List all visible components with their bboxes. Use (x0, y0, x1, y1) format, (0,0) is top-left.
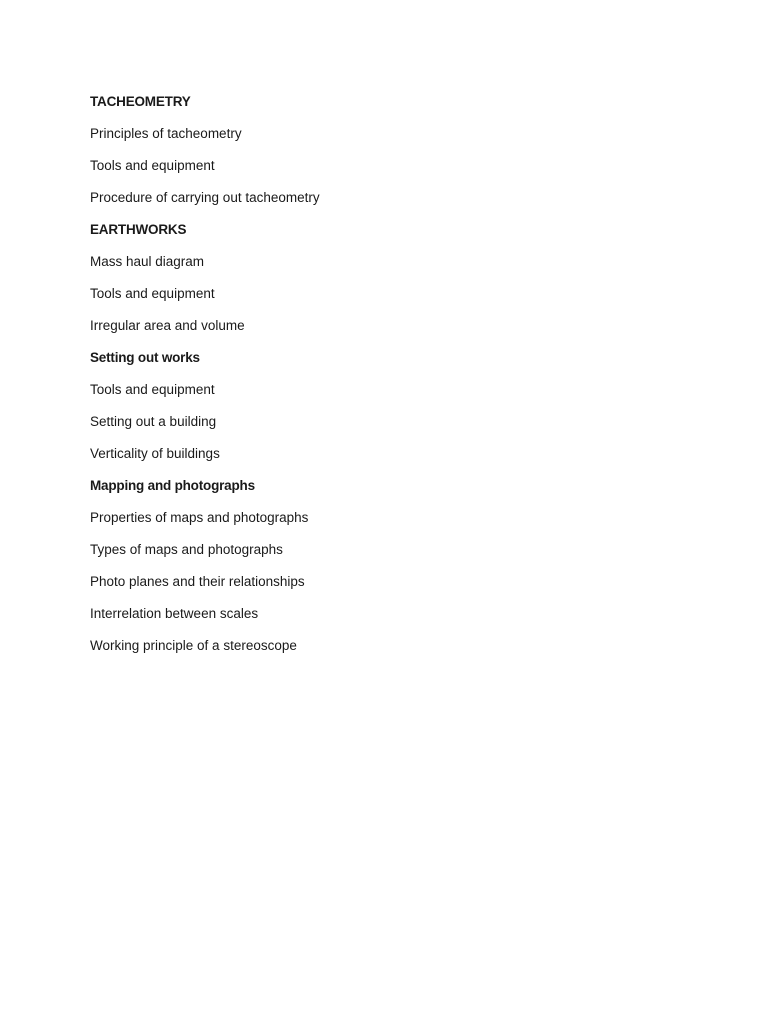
list-item: Principles of tacheometry (90, 126, 242, 141)
list-item: Properties of maps and photographs (90, 510, 309, 525)
list-item: Working principle of a stereoscope (90, 638, 297, 653)
list-item: Photo planes and their relationships (90, 574, 305, 589)
list-item: Procedure of carrying out tacheometry (90, 190, 320, 205)
list-item: Setting out a building (90, 414, 217, 429)
document-body (90, 92, 690, 668)
section-heading-earthworks: EARTHWORKS (90, 222, 187, 237)
section-heading-setting-out-works: Setting out works (90, 350, 200, 365)
list-item: Tools and equipment (90, 382, 215, 397)
list-item: Verticality of buildings (90, 446, 220, 461)
section-heading-mapping-and-photographs: Mapping and photographs (90, 478, 255, 493)
list-item: Tools and equipment (90, 286, 215, 301)
list-item: Tools and equipment (90, 158, 215, 173)
list-item: Mass haul diagram (90, 254, 205, 269)
list-item: Interrelation between scales (90, 606, 259, 621)
list-item: Irregular area and volume (90, 318, 245, 333)
list-item: Types of maps and photographs (90, 542, 283, 557)
section-heading-tacheometry: TACHEOMETRY (90, 94, 191, 109)
